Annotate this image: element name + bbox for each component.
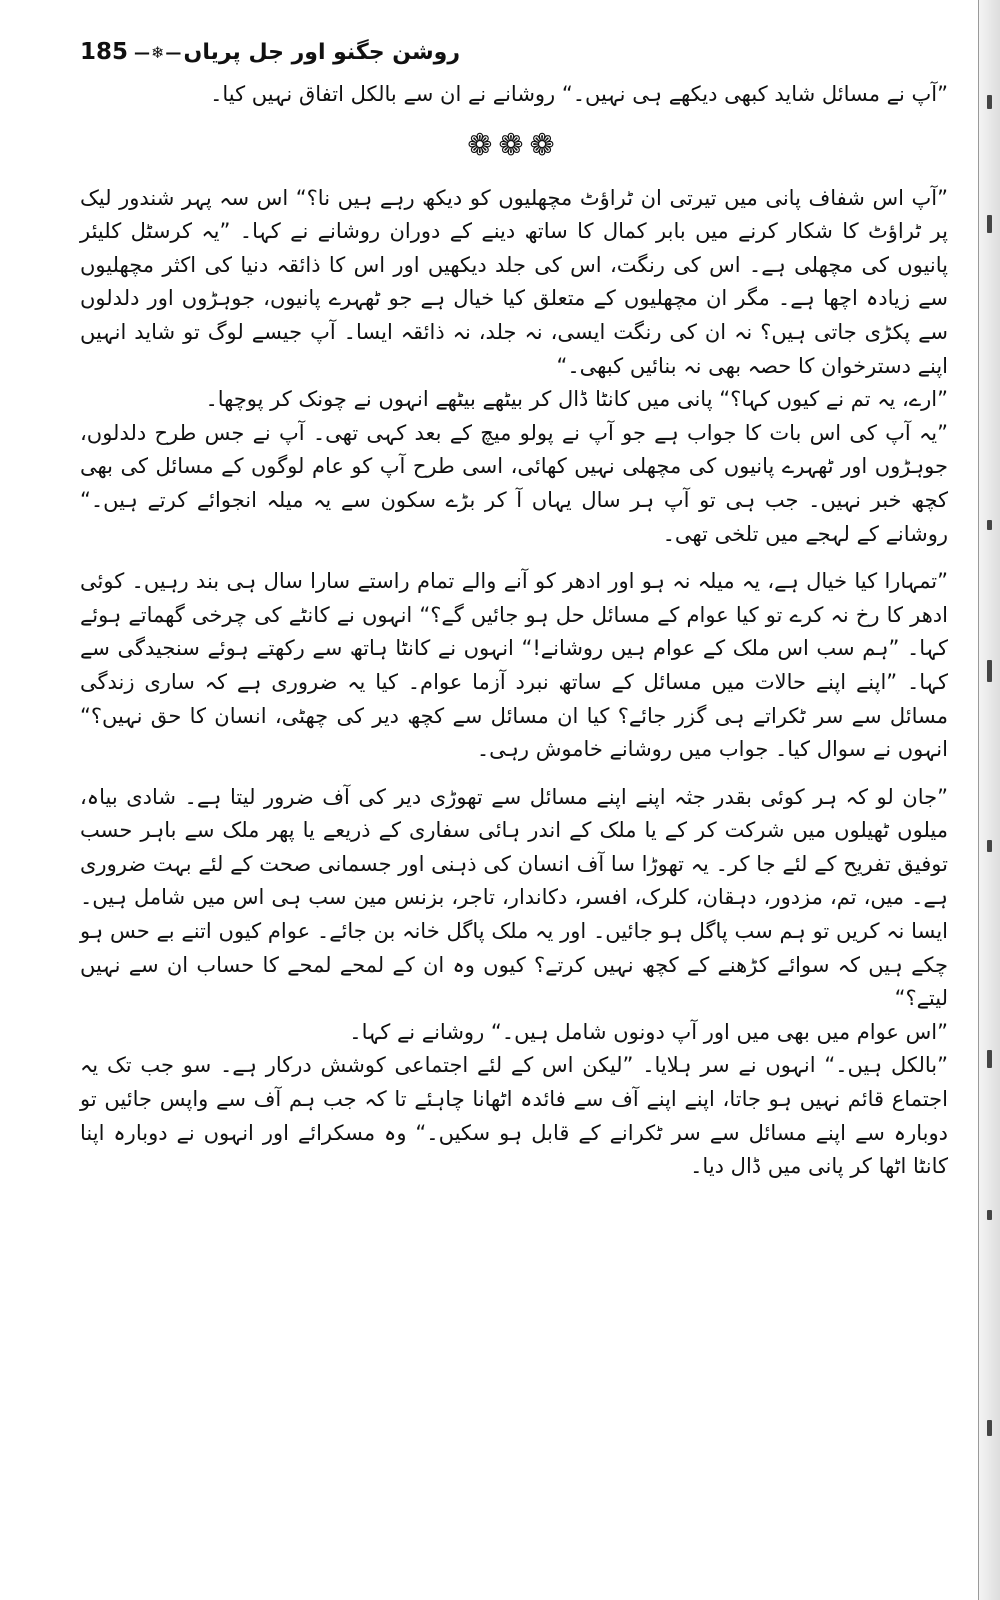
page-number-block: [80, 39, 182, 65]
paragraph: ”اس عوام میں بھی میں اور آپ دونوں شامل ہیں۔“ روشانے نے کہا۔: [349, 1019, 948, 1044]
paragraph: ”آپ نے مسائل شاید کبھی دیکھے ہی نہیں۔“ روشانے نے ان سے بالکل اتفاق نہیں کیا۔: [210, 82, 948, 106]
paragraph: ”بالکل ہیں۔“ انہوں نے سر ہلایا۔ ”لیکن اس کے لئے اجتماعی کوشش درکار ہے۔ سو جب تک یہ اجتماع قائم نہیں ہو جاتا، اپنے اپنے آف سے فائدہ اٹھانا چاہئے تا کہ جب ہم آف سے واپس جائیں تو دوبارہ سے اپنے مسائل سے سر ٹکرانے کے قابل ہو سکیں۔“ وہ مسکرائے اور انہوں نے دوبارہ اپنا کانٹا اٹھا کر پانی میں ڈال دیا۔: [80, 1053, 948, 1179]
page-body: [80, 78, 948, 1184]
paragraph: ”ارے، یہ تم نے کیوں کہا؟“ پانی میں کانٹا ڈال کر بیٹھے بیٹھے انہوں نے چونک کر پوچھا۔: [205, 387, 948, 412]
paragraph: ”یہ آپ کی اس بات کا جواب ہے جو آپ نے پولو میچ کے بعد کہی تھی۔ آپ نے جس طرح دلدلوں، جوہڑوں اور ٹھہرے پانیوں کی مچھلی نہیں کھائی، اسی طرح آپ کو عام لوگوں کے مسائل کی بھی کچھ خبر نہیں۔ جب ہی تو آپ ہر سال یہاں آ کر بڑے سکون سے یہ میلہ انجوائے کرتے ہیں۔“ روشانے کے لہجے میں تلخی تھی۔: [80, 420, 948, 546]
page-number: 185: [80, 39, 129, 65]
page-gutter-edge: [978, 0, 1000, 1600]
paragraph: ”آپ اس شفاف پانی میں تیرتی ان ٹراؤٹ مچھلیوں کو دیکھ رہے ہیں نا؟“ اس سہ پہر شندور لیک پر ٹراؤٹ کا شکار کرنے میں بابر کمال کا ساتھ دینے کے دوران روشانے نے کہا۔ ”یہ کرسٹل کلیئر پانیوں کی مچھلی ہے۔ اس کی رنگت، اس کی جلد دیکھیں اور اس کا ذائقہ دنیا کی اکثر مچھلیوں سے زیادہ اچھا ہے۔ مگر ان مچھلیوں کے متعلق کیا خیال ہے جو ٹھہرے پانیوں، جوہڑوں اور دلدلوں سے پکڑی جاتی ہیں؟ نہ ان کی رنگت ایسی، نہ جلد، نہ ذائقہ ایسا۔ آپ جیسے لوگ تو شاید انہیں اپنے دسترخوان کا حصہ بھی نہ بنائیں کبھی۔“: [80, 185, 948, 378]
header-ornament: —❄—: [134, 42, 183, 62]
book-title: روشن جگنو اور جل پریاں: [183, 39, 460, 65]
paragraph: ”جان لو کہ ہر کوئی بقدر جثہ اپنے اپنے مسائل سے تھوڑی دیر کی آف ضرور لیتا ہے۔ شادی بیاہ، میلوں ٹھیلوں میں شرکت کر کے یا ملک کے اندر ہائی سفاری کے ذریعے یا پھر ملک سے باہر حسب توفیق تفریح کے لئے جا کر۔ یہ تھوڑا سا آف انسان کی ذہنی اور جسمانی صحت کے لئے بہت ضروری ہے۔ میں، تم، مزدور، دہقان، کلرک، افسر، دکاندار، تاجر، بزنس مین سب ہی اس میں شامل ہیں۔ ایسا نہ کریں تو ہم سب پاگل ہو جائیں۔ اور یہ ملک پاگل خانہ بن جائے۔ عوام کیوں اتنے بے حس ہو چکے ہیں کہ سوائے کڑھنے کے کچھ نہیں کرتے؟ کیوں وہ ان کے لمحے لمحے کا حساب ان سے نہیں لیتے؟“: [80, 784, 948, 1011]
paragraph: ”تمہارا کیا خیال ہے، یہ میلہ نہ ہو اور ادھر کو آنے والے تمام راستے سارا سال ہی بند رہیں۔ کوئی ادھر کا رخ نہ کرے تو کیا عوام کے مسائل حل ہو جائیں گے؟“ انہوں نے کانٹے کی چرخی گھماتے ہوئے کہا۔ ”ہم سب اس ملک کے عوام ہیں روشانے!“ انہوں نے کانٹا ہاتھ سے رکھتے ہوئے سنجیدگی سے کہا۔ ”اپنے اپنے حالات میں مسائل کے ساتھ نبرد آزما عوام۔ کیا یہ ضروری ہے کہ ساری زندگی مسائل سے سر ٹکراتے ہی گزر جائے؟ کیا ان مسائل سے کچھ دیر کی چھٹی، انسان کا حق نہیں؟“ انہوں نے سوال کیا۔ جواب میں روشانے خاموش رہی۔: [80, 569, 948, 762]
running-header: [80, 32, 460, 72]
section-separator-ornament: ❁❁❁: [467, 127, 561, 163]
